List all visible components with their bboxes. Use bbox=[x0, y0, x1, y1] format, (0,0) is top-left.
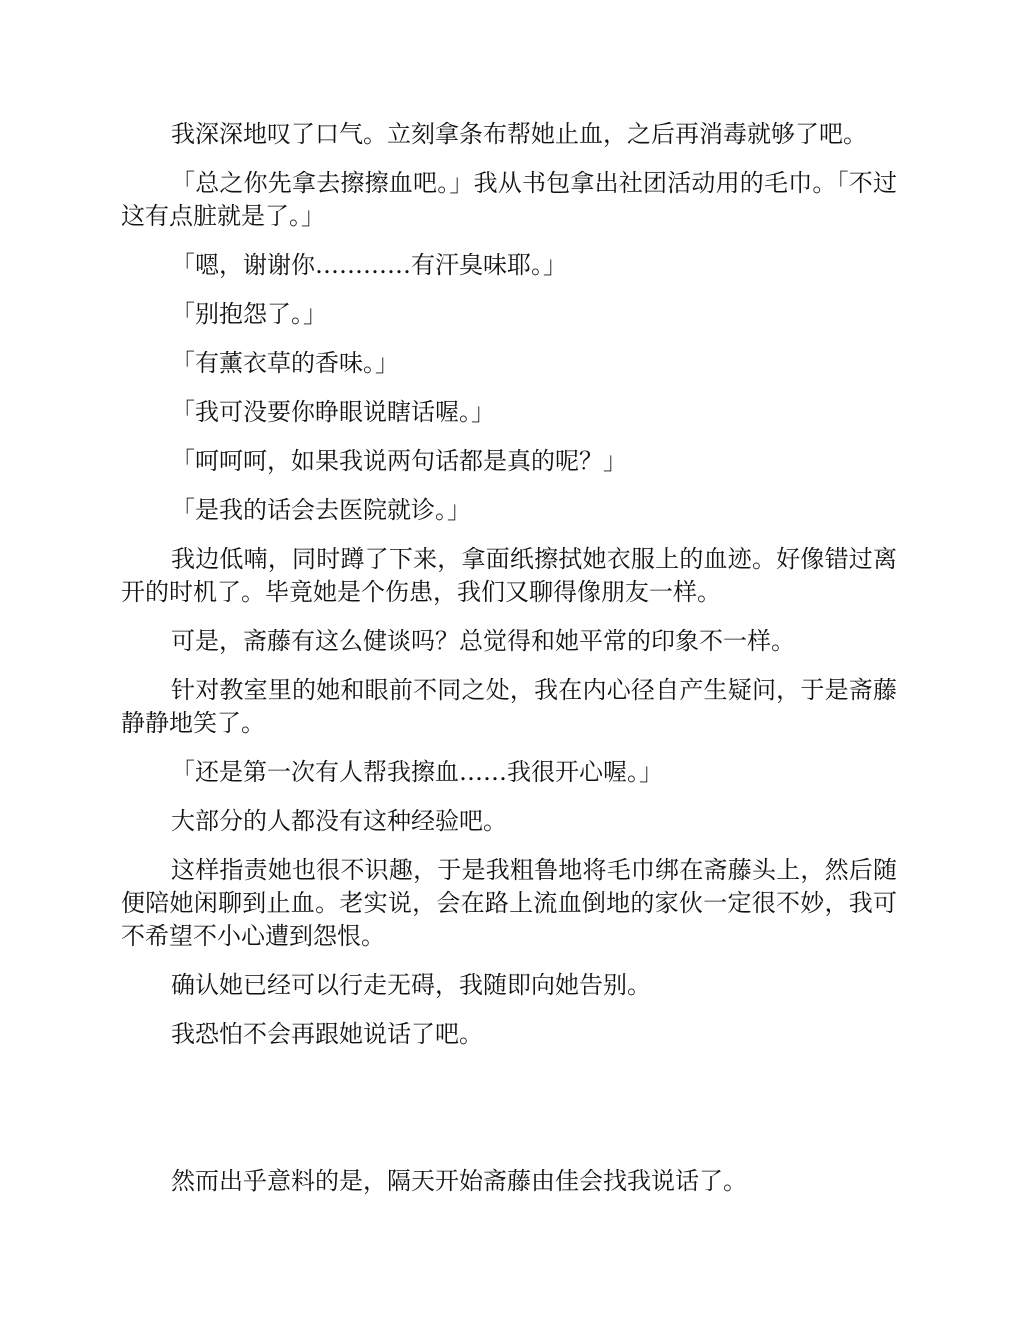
paragraph-12: 「还是第一次有人帮我擦血……我很开心喔。」 bbox=[171, 758, 663, 786]
paragraph-8: 「是我的话会去医院就诊。」 bbox=[171, 496, 471, 524]
paragraph-14: 这样指责她也很不识趣，于是我粗鲁地将毛巾绑在斋藤头上，然后随便陪她闲聊到止血。老实说，会在路上流血倒地的家伙一定很不妙，我可不希望不小心遭到怨恨。 bbox=[121, 856, 897, 950]
paragraph-13: 大部分的人都没有这种经验吧。 bbox=[171, 807, 507, 835]
paragraph-after-break: 然而出乎意料的是，隔天开始斋藤由佳会找我说话了。 bbox=[171, 1167, 747, 1195]
document-page bbox=[121, 118, 897, 1214]
paragraph-2: 「总之你先拿去擦擦血吧。」我从书包拿出社团活动用的毛巾。「不过这有点脏就是了。」 bbox=[121, 169, 897, 230]
paragraph-9: 我边低喃，同时蹲了下来，拿面纸擦拭她衣服上的血迹。好像错过离开的时机了。毕竟她是个伤患，我们又聊得像朋友一样。 bbox=[121, 545, 897, 606]
paragraph-5: 「有薰衣草的香味。」 bbox=[171, 349, 399, 377]
paragraph-7: 「呵呵呵，如果我说两句话都是真的呢？」 bbox=[171, 447, 627, 475]
paragraph-15: 确认她已经可以行走无碍，我随即向她告别。 bbox=[171, 971, 651, 999]
scene-break bbox=[121, 1067, 897, 1165]
paragraph-1: 我深深地叹了口气。立刻拿条布帮她止血，之后再消毒就够了吧。 bbox=[171, 120, 867, 148]
paragraph-6: 「我可没要你睁眼说瞎话喔。」 bbox=[171, 398, 495, 426]
paragraph-3: 「嗯，谢谢你…………有汗臭味耶。」 bbox=[171, 251, 567, 279]
paragraph-10: 可是，斋藤有这么健谈吗？总觉得和她平常的印象不一样。 bbox=[171, 627, 795, 655]
paragraph-16: 我恐怕不会再跟她说话了吧。 bbox=[171, 1020, 483, 1048]
paragraph-11: 针对教室里的她和眼前不同之处，我在内心径自产生疑问，于是斋藤静静地笑了。 bbox=[121, 676, 897, 737]
paragraph-4: 「别抱怨了。」 bbox=[171, 300, 327, 328]
